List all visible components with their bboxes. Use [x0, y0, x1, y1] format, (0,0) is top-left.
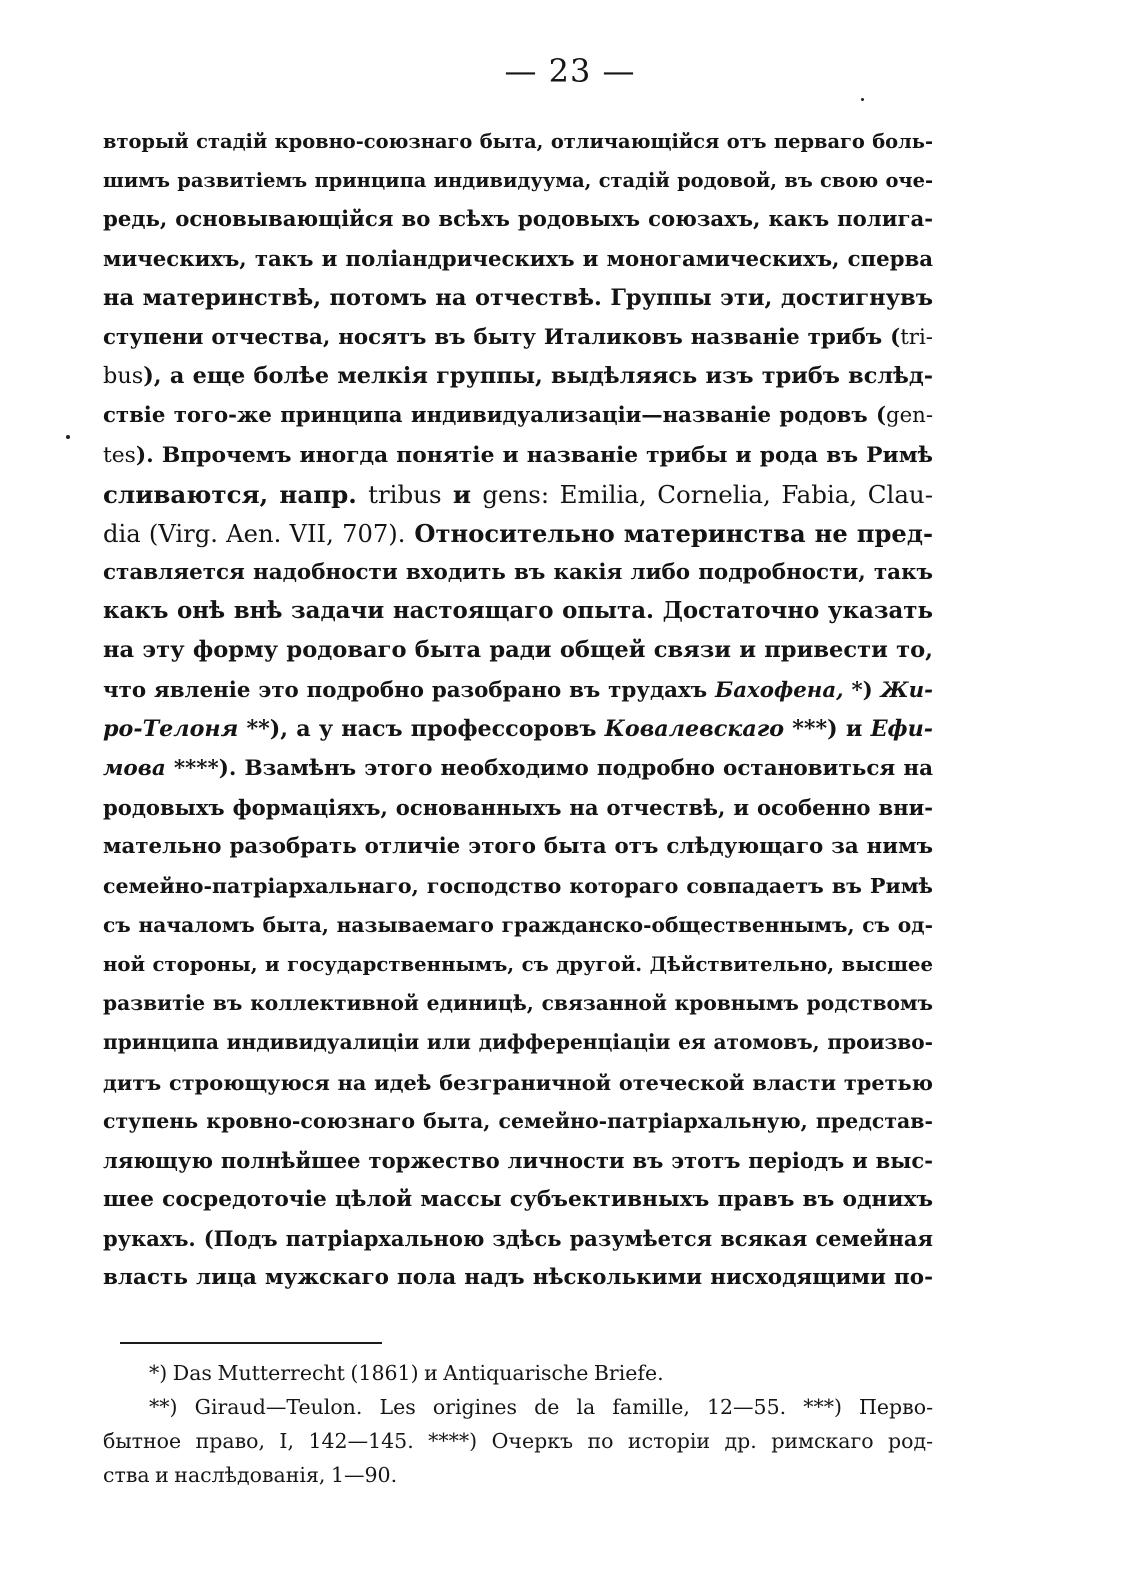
italic-name: Жи- [880, 677, 933, 703]
text-line [103, 984, 933, 1023]
text-segment: ****). Взамѣнъ этого необходимо подробно остановиться на [165, 756, 933, 781]
text-line [103, 318, 933, 357]
text-line [103, 240, 933, 279]
text-segment: вторый стадій кровно-союзнаго быта, отличающійся отъ перваго боль- [103, 130, 933, 153]
text-line [103, 945, 933, 984]
footnote-4: ства и наслѣдованія, 1—90. [103, 1463, 398, 1487]
text-segment: *) [843, 677, 881, 703]
text-segment: ступени отчества, носятъ въ быту Италиковъ названіе трибъ ( [103, 324, 901, 350]
text-line [103, 279, 933, 318]
text-segment: принципа индивидуалиціи или дифференціаціи ея атомовъ, произво- [103, 1030, 933, 1055]
text-line [103, 1063, 933, 1102]
text-segment: власть лица мужскаго пола надъ нѣсколькими нисходящими по- [103, 1265, 933, 1291]
text-line [103, 122, 933, 161]
italic-name: ро-Телоня [103, 715, 239, 742]
text-segment: рукахъ. (Подъ патріархальною здѣсь разумѣется всякая семейная [103, 1226, 933, 1252]
text-segment: tribus [368, 479, 442, 509]
text-segment: Относительно материнства не пред- [405, 518, 933, 548]
text-segment: семейно-патріархальнаго, господство котораго совпадаетъ въ Римѣ [103, 873, 933, 898]
text-line [103, 1258, 933, 1297]
text-line [103, 161, 933, 200]
text-segment: мическихъ, такъ и поліандрическихъ и моногамическихъ, сперва [103, 246, 933, 272]
text-segment: ствіе того-же принципа индивидуализаціи—названіе родовъ ( [103, 403, 887, 429]
text-segment: ***) и [784, 715, 871, 742]
text-segment: tri- [900, 324, 933, 350]
text-line [103, 827, 933, 866]
text-line [103, 749, 933, 788]
text-segment: что явленіе это подробно разобрано въ трудахъ [103, 677, 715, 703]
text-line [103, 514, 933, 553]
text-line [103, 1219, 933, 1258]
text-line [103, 436, 933, 475]
text-segment: ставляется надобности входить въ какія либо подробности, такъ [103, 560, 933, 586]
text-line [103, 867, 933, 906]
italic-name: Ковалевскаго [604, 715, 785, 742]
text-segment: **), а у насъ профессоровъ [238, 715, 605, 742]
body-text [103, 122, 933, 1298]
text-line [103, 592, 933, 631]
footnote-1: *) Das Mutterrecht (1861) и Antiquarische Briefe. [149, 1361, 664, 1385]
text-segment: ступень кровно-союзнаго быта, семейно-патріархальную, представ- [103, 1108, 933, 1133]
italic-name: мова [103, 756, 166, 781]
text-line [103, 710, 933, 749]
text-line [103, 475, 933, 514]
text-line [103, 396, 933, 435]
text-segment: съ началомъ быта, называемаго гражданско-общественнымъ, съ од- [103, 912, 933, 937]
text-segment: дитъ строющуюся на идеѣ безграничной отеческой власти третью [103, 1069, 933, 1095]
print-speck [66, 435, 70, 439]
text-line [103, 553, 933, 592]
text-line [103, 1141, 933, 1180]
italic-name: Бахофена, [714, 677, 844, 703]
text-segment: на материнствѣ, потомъ на отчествѣ. Группы эти, достигнувъ [103, 284, 933, 311]
print-speck [861, 98, 864, 101]
text-segment: tes [103, 442, 136, 468]
text-line [103, 631, 933, 670]
text-line [103, 1023, 933, 1062]
text-line [103, 1102, 933, 1141]
text-segment: bus [103, 363, 144, 390]
text-segment: какъ онѣ внѣ задачи настоящаго опыта. Достаточно указать [103, 598, 933, 625]
text-segment: ной стороны, и государственнымъ, съ другой. Дѣйствительно, высшее [103, 952, 933, 976]
text-segment: gens: Emilia, Cornelia, Fabia, Clau- [482, 479, 933, 509]
text-line [103, 671, 933, 710]
text-segment: родовыхъ формаціяхъ, основанныхъ на отчествѣ, и особенно вни- [103, 795, 933, 821]
footnote-2: **) Giraud—Teulon. Les origines de la famille, 12—55. ***) Перво- [149, 1395, 933, 1419]
text-segment: и [441, 479, 483, 509]
text-segment: на эту форму родоваго быта ради общей связи и привести то, [103, 637, 933, 664]
text-segment: gen- [886, 403, 933, 429]
text-segment: ), а еще болѣе мелкія группы, выдѣляясь изъ трибъ вслѣд- [143, 363, 933, 390]
text-line [103, 200, 933, 239]
italic-name: Ефи- [870, 715, 933, 742]
footnote-rule [120, 1342, 382, 1344]
text-segment: сливаются, напр. [103, 479, 369, 509]
page-number: — 23 — [504, 52, 636, 90]
text-line [103, 357, 933, 396]
footnote-3: бытное право, I, 142—145. ****) Очеркъ по исторіи др. римскаго род- [103, 1429, 933, 1453]
text-segment: развитіе въ коллективной единицѣ, связанной кровнымъ родствомъ [103, 991, 933, 1016]
text-segment: ). Впрочемъ иногда понятіе и названіе трибы и рода въ Римѣ [135, 442, 933, 468]
text-segment: ляющую полнѣйшее торжество личности въ этотъ періодъ и выс- [103, 1147, 933, 1173]
footnotes [103, 1356, 933, 1492]
text-segment: редь, основывающійся во всѣхъ родовыхъ союзахъ, какъ полига- [103, 207, 933, 233]
text-line [103, 788, 933, 827]
text-line [103, 906, 933, 945]
text-segment: dia (Virg. Aen. VII, 707). [103, 519, 406, 548]
text-segment: шимъ развитіемъ принципа индивидуума, стадій родовой, въ свою оче- [103, 169, 933, 193]
text-segment: шее сосредоточіе цѣлой массы субъективныхъ правъ въ однихъ [103, 1187, 933, 1213]
text-segment: мательно разобрать отличіе этого быта отъ слѣдующаго за нимъ [103, 834, 933, 860]
text-line [103, 1180, 933, 1219]
